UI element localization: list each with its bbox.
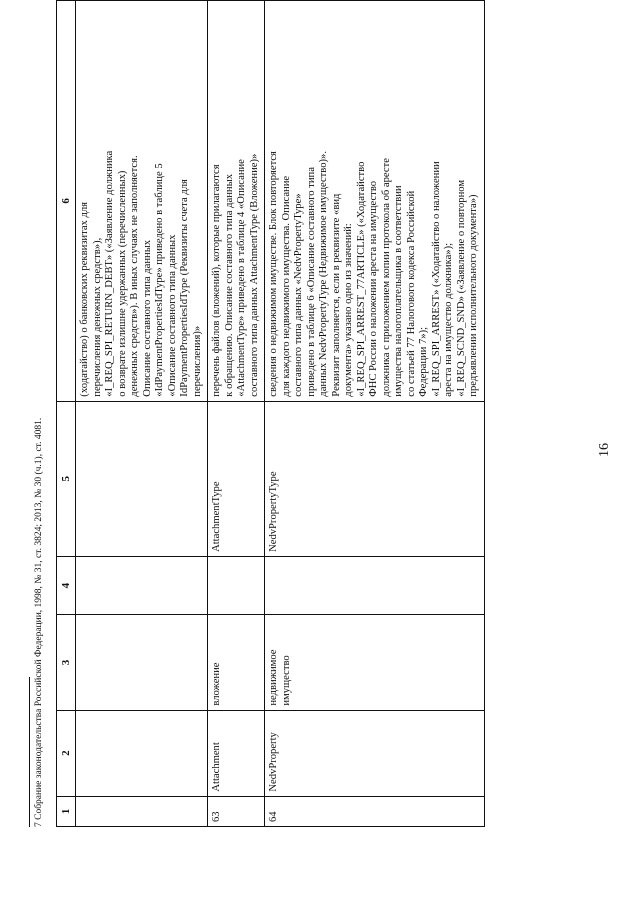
desc-line: Описание составного типа данных (141, 239, 153, 397)
desc-line: составного типа данных AttachmentType (Вложение)» (248, 153, 260, 397)
desc-line: денежных средств»). В иных случаях не заполняется. (129, 155, 140, 397)
footnote: 7 Собрание законодательства Российской Федерации, 1998, № 31, ст. 3824; 2013, № 30 (ч.1), ст. 4081. (34, 417, 44, 827)
desc-line: для каждого недвижимого имущества. Описание (280, 175, 292, 397)
cell-description (265, 1, 485, 402)
desc-line: «IdPaymentPropertiesIdType» приведено в таблице 5 (154, 163, 165, 397)
table-row-64 (265, 1, 485, 827)
desc-line: имущества налогоплательщика в соответствии (393, 185, 404, 397)
desc-line: должника с приложением копии протокола об аресте (380, 158, 392, 397)
desc-line: Федерации 7»); (418, 326, 429, 397)
col-header-3: 3 (57, 615, 76, 710)
desc-line: о возврате излишне удержанных (перечисленных) (116, 170, 128, 397)
cell-type: AttachmentType (208, 401, 265, 556)
cell-num: 63 (208, 796, 265, 826)
col-header-1: 1 (57, 796, 76, 826)
cell-required (265, 556, 485, 614)
desc-line: предъявлении исполнительного документа») (468, 194, 479, 397)
desc-line: сведения о недвижимом имуществе. Блок повторяется (268, 151, 279, 397)
table-header-row (57, 1, 76, 827)
desc-line: документа» указано одно из значений: (343, 223, 354, 397)
desc-line: приведено в таблице 6 «Описание составного типа (305, 167, 317, 397)
desc-line: ФНС России о наложении ареста на имущество (368, 180, 379, 397)
cell-num: 64 (265, 796, 485, 826)
desc-line: «Описание составного типа данных (166, 234, 178, 397)
desc-line: к обращению. Описание составного типа данных (223, 174, 235, 397)
cell-description (208, 1, 265, 402)
cell-label: вложение (208, 615, 265, 710)
label-line: недвижимое (268, 649, 279, 706)
col-header-2: 2 (57, 710, 76, 796)
cell-type: NedvPropertyType (265, 401, 485, 556)
cell-name: NedvProperty (265, 710, 485, 796)
page-number: 16 (597, 443, 612, 457)
footnote-divider (29, 677, 30, 827)
desc-line: перечень файлов (вложений), которые прилагаются (211, 164, 222, 397)
table-row-continuation (76, 1, 208, 827)
col-header-4: 4 (57, 556, 76, 614)
cell-label (76, 615, 208, 710)
cell-num (76, 796, 208, 826)
desc-line: перечисления денежных средств»), (91, 237, 103, 397)
table-row-63 (208, 1, 265, 827)
label-line: имущество (280, 655, 292, 706)
desc-line: «I_REQ_SPI_ARREST» («Ходатайство о наложении (430, 161, 442, 397)
desc-line: «AttachmentType» приведено в таблице 4 «Описание (236, 159, 247, 397)
desc-line: со статьей 77 Налогового кодекса Российской (405, 190, 417, 397)
desc-line: (ходатайство) о банковских реквизитах для (79, 201, 90, 397)
desc-line: ареста на имущество должника»); (443, 242, 454, 397)
cell-name (76, 710, 208, 796)
desc-line: «I_REQ_SCND_SND» («Заявление о повторном (455, 179, 467, 397)
desc-line: «I_REQ_SPI_RETURN_DEBT» («Заявление должника (104, 150, 115, 397)
desc-line: данных NedvPropertyType (Недвижимое имущество)». (318, 150, 329, 397)
cell-required (208, 556, 265, 614)
cell-required (76, 556, 208, 614)
desc-line: перечисления)» (191, 325, 203, 397)
cell-name: Attachment (208, 710, 265, 796)
desc-line: IdPaymentPropertiesIdType (Реквизиты счета для (179, 179, 190, 397)
cell-type (76, 401, 208, 556)
cell-label (265, 615, 485, 710)
cell-description (76, 1, 208, 402)
col-header-6: 6 (57, 1, 76, 402)
col-header-5: 5 (57, 401, 76, 556)
desc-line: Реквизит заполняется, если в реквизите «вид (330, 193, 342, 397)
requisites-table (56, 0, 485, 827)
desc-line: составного типа данных «NedvPropertyType» (293, 193, 304, 397)
desc-line: «I_REQ_SPI_ARREST_77ARTICLE» («Ходатайство (355, 161, 367, 397)
